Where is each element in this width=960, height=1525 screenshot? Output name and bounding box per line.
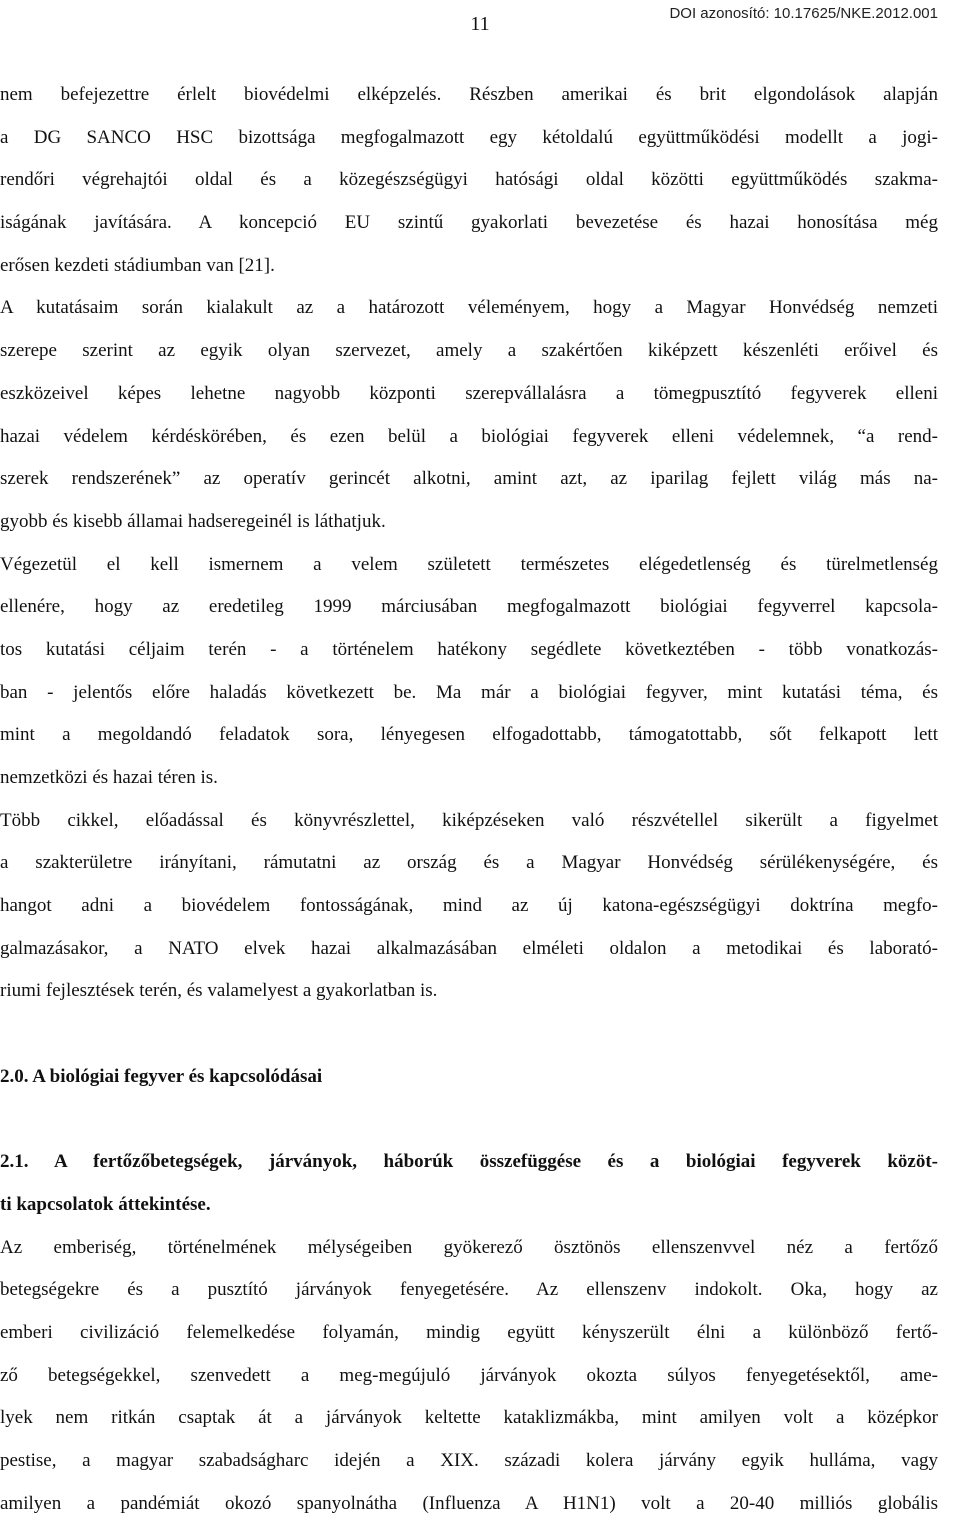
text-line: A kutatásaim során kialakult az a határozott véleményem, hogy a Magyar Honvédség nemzeti xyxy=(0,297,938,319)
text-line: lyek nem ritkán csaptak át a járványok keltette kataklizmákba, mint amilyen volt a középkor xyxy=(0,1407,938,1429)
text-line: riumi fejlesztések terén, és valamelyest a gyakorlatban is. xyxy=(0,980,438,1002)
text-line: betegségekre és a pusztító járványok fenyegetésére. Az ellenszenv indokolt. Oka, hogy az xyxy=(0,1279,938,1301)
text-line: Végezetül el kell ismernem a velem született természetes elégedetlenség és türelmetlenség xyxy=(0,553,938,575)
text-line: nem befejezettre érlelt biovédelmi elképzelés. Részben amerikai és brit elgondolások alapján xyxy=(0,84,938,105)
text-line: gyobb és kisebb államai hadseregeinél is láthatjuk. xyxy=(0,510,386,532)
text-line: rendőri végrehajtói oldal és a közegészségügyi hatósági oldal közötti együttműködés szakma- xyxy=(0,169,938,191)
text-line: amilyen a pandémiát okozó spanyolnátha (Influenza A H1N1) volt a 20-40 milliós globális xyxy=(0,1492,938,1514)
text-line: a szakterületre irányítani, rámutatni az ország és a Magyar Honvédség sérülékenységére, és xyxy=(0,852,938,874)
page-number: 11 xyxy=(470,13,490,35)
text-line: Az emberiség, történelmének mélységeiben gyökerező ösztönös ellenszenvvel néz a fertőző xyxy=(0,1236,938,1258)
text-line: hazai védelem kérdéskörében, és ezen belül a biológiai fegyverek elleni védelemnek, “a rend- xyxy=(0,425,938,447)
doi-label: DOI azonosító: 10.17625/NKE.2012.001 xyxy=(669,5,938,22)
text-line: szerepe szerint az egyik olyan szervezet, amely a szakértően kiképzett készenléti erőivel és xyxy=(0,340,938,362)
text-line: galmazásakor, a NATO elvek hazai alkalmazásában elméleti oldalon a metodikai és laborató- xyxy=(0,937,938,959)
text-line: a DG SANCO HSC bizottsága megfogalmazott egy kétoldalú együttműködési modellt a jogi- xyxy=(0,126,938,148)
section-heading-line: 2.1. A fertőzőbetegségek, járványok, háborúk összefüggése és a biológiai fegyverek közöt- xyxy=(0,1151,938,1173)
blank-line xyxy=(0,1099,938,1142)
text-line: hangot adni a biovédelem fontosságának, mind az új katona-egészségügyi doktrína megfo- xyxy=(0,895,938,917)
text-line: ellenére, hogy az eredetileg 1999 márciusában megfogalmazott biológiai fegyverrel kapcsola- xyxy=(0,596,938,618)
text-line: ban - jelentős előre haladás következett be. Ma már a biológiai fegyver, mint kutatási téma, és xyxy=(0,681,938,703)
section-heading-line: 2.0. A biológiai fegyver és kapcsolódásai xyxy=(0,1065,323,1087)
text-line: erősen kezdeti stádiumban van [21]. xyxy=(0,254,275,276)
document-body xyxy=(0,74,938,1525)
text-line: pestise, a magyar szabadságharc idején a XIX. századi kolera járvány egyik hulláma, vagy xyxy=(0,1450,938,1471)
text-line: ző betegségekkel, szenvedett a meg-megújuló járványok okozta súlyos fenyegetésektől, ame- xyxy=(0,1364,938,1386)
text-line: eszközeivel képes lehetne nagyobb központi szerepvállalásra a tömegpusztító fegyverek elleni xyxy=(0,382,938,404)
text-line: nemzetközi és hazai téren is. xyxy=(0,767,218,788)
text-line: iságának javítására. A koncepció EU szintű gyakorlati bevezetése és hazai honosítása még xyxy=(0,212,938,234)
text-line: tos kutatási céljaim terén - a történelem hatékony segédlete következtében - több vonatkozás- xyxy=(0,638,938,660)
text-line: szerek rendszerének” az operatív gerincét alkotni, amint azt, az iparilag fejlett világ más na- xyxy=(0,468,938,490)
blank-line xyxy=(0,1013,938,1056)
section-heading-line: ti kapcsolatok áttekintése. xyxy=(0,1193,211,1215)
text-line: mint a megoldandó feladatok sora, lényegesen elfogadottabb, támogatottabb, sőt felkapott lett xyxy=(0,724,938,746)
text-line: Több cikkel, előadással és könyvrészlettel, kiképzéseken való részvétellel sikerült a figyelmet xyxy=(0,809,938,831)
text-line: emberi civilizáció felemelkedése folyamán, mindig együtt kényszerült élni a különböző fertő- xyxy=(0,1321,938,1343)
